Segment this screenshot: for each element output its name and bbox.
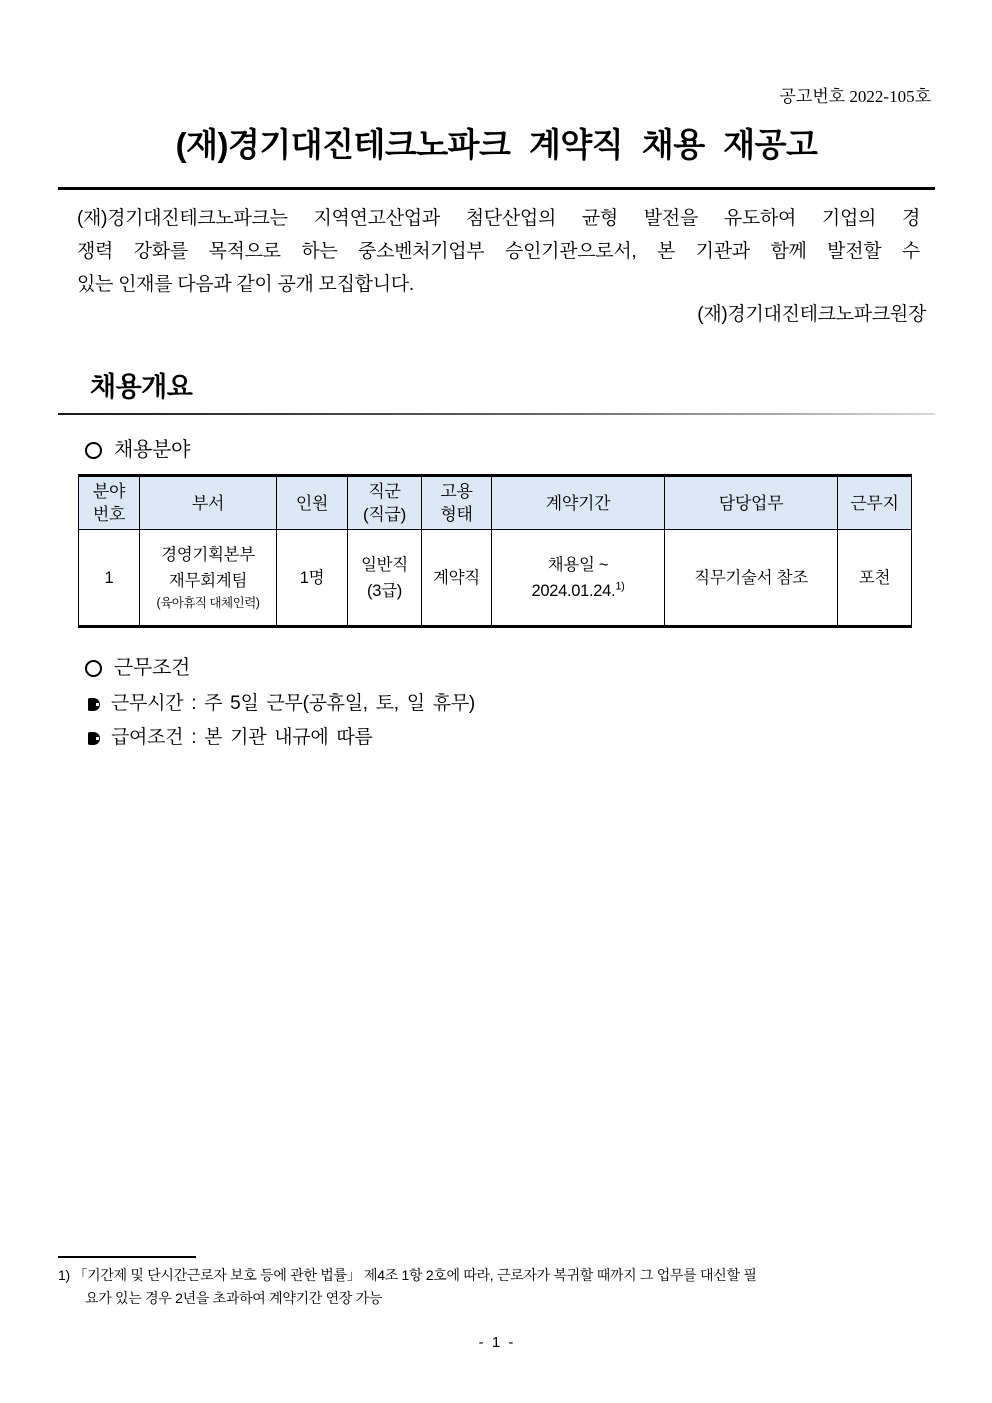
col-header-employment-type: 고용 형태 bbox=[422, 476, 492, 530]
intro-paragraph bbox=[58, 202, 935, 301]
cell-job-group: 일반직 (3급) bbox=[348, 530, 422, 627]
section-heading-recruit-overview: 채용개요 bbox=[90, 372, 193, 402]
footnote-line: 1) 「기간제 및 단시간근로자 보호 등에 관한 법률」 제4조 1항 2호에 따라, 근로자가 복귀할 때까지 그 업무를 대신할 필 bbox=[58, 1267, 757, 1283]
col-header-location: 근무지 bbox=[838, 476, 912, 530]
cell-department-note: (육아휴직 대체인력) bbox=[156, 596, 260, 610]
title-divider bbox=[58, 187, 935, 190]
condition-item-salary bbox=[58, 725, 935, 751]
cell-employment-type: 계약직 bbox=[422, 530, 492, 627]
footnote-divider bbox=[58, 1256, 196, 1258]
table-header-row bbox=[79, 476, 912, 530]
d-bullet-icon bbox=[88, 732, 100, 745]
footnote-line: 요가 있는 경우 2년을 초과하여 계약기간 연장 가능 bbox=[85, 1290, 383, 1306]
section-heading-divider bbox=[58, 413, 935, 415]
col-header-job-group: 직군 (직급) bbox=[348, 476, 422, 530]
circle-bullet-icon bbox=[85, 442, 102, 459]
cell-department: 경영기획본부 재무회계팀 (육아휴직 대체인력) bbox=[140, 530, 277, 627]
page-number: - 1 - bbox=[478, 1334, 514, 1351]
signature-line: (재)경기대진테크노파크원장 bbox=[697, 304, 926, 325]
d-bullet-icon bbox=[88, 698, 100, 711]
notice-number: 공고번호 2022-105호 bbox=[779, 87, 931, 106]
col-header-field-no: 분야 번호 bbox=[79, 476, 140, 530]
sub-heading-recruit-field bbox=[58, 437, 935, 463]
col-header-department: 부서 bbox=[140, 476, 277, 530]
table-row bbox=[79, 530, 912, 627]
sub-heading-label: 근무조건 bbox=[114, 657, 191, 679]
document-title: (재)경기대진테크노파크 계약직 채용 재공고 bbox=[175, 126, 818, 163]
condition-text: 근무시간 : 주 5일 근무(공휴일, 토, 일 휴무) bbox=[111, 693, 475, 714]
intro-line: 쟁력 강화를 목적으로 하는 중소벤처기업부 승인기관으로서, 본 기관과 함께 발전할 수 bbox=[77, 241, 920, 262]
cell-location: 포천 bbox=[838, 530, 912, 627]
recruit-table-body bbox=[79, 530, 912, 627]
col-header-duty: 담당업무 bbox=[665, 476, 838, 530]
intro-line: (재)경기대진테크노파크는 지역연고산업과 첨단산업의 균형 발전을 유도하여 기업의 경 bbox=[77, 208, 920, 229]
recruit-table bbox=[78, 474, 912, 628]
cell-contract-period: 채용일 ~ 2024.01.24.$^{1)}$ bbox=[492, 530, 665, 627]
document-content bbox=[0, 86, 992, 751]
cell-headcount: 1명 bbox=[277, 530, 348, 627]
recruit-table-header bbox=[79, 476, 912, 530]
col-header-headcount: 인원 bbox=[277, 476, 348, 530]
condition-item-work-hours bbox=[58, 691, 935, 717]
sub-heading-work-condition bbox=[58, 655, 935, 681]
condition-text: 급여조건 : 본 기관 내규에 따름 bbox=[111, 727, 373, 748]
circle-bullet-icon bbox=[85, 660, 102, 677]
cell-duty: 직무기술서 참조 bbox=[665, 530, 838, 627]
col-header-contract-period: 계약기간 bbox=[492, 476, 665, 530]
footnote-block bbox=[58, 1256, 928, 1310]
footnote-text bbox=[58, 1264, 928, 1310]
cell-field-no: 1 bbox=[79, 530, 140, 627]
sub-heading-label: 채용분야 bbox=[114, 439, 191, 461]
intro-line: 있는 인재를 다음과 같이 공개 모집합니다. bbox=[77, 274, 414, 295]
footnote-ref: 1) bbox=[615, 580, 625, 592]
